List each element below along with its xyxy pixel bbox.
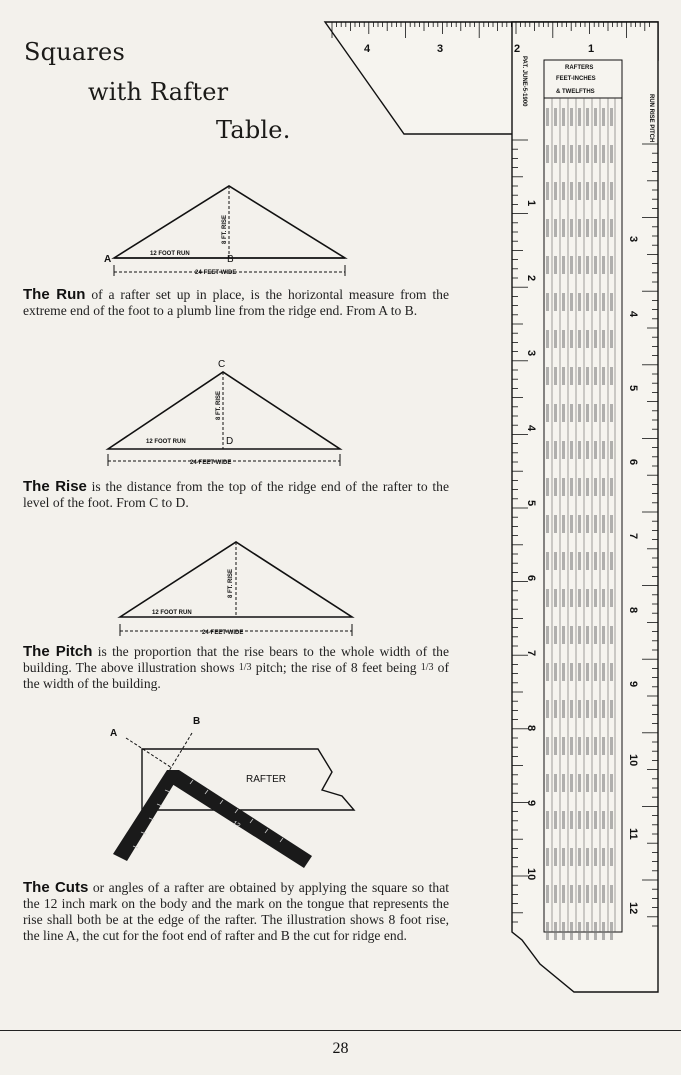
run-text: of a rafter set up in place, is the horizontal measure from the extreme end of the foot to a plumb line from the ridge end. From A to B.	[23, 287, 449, 318]
fig1-rise-label: 8 FT. RISE	[222, 214, 228, 244]
fig1-width-label: 24-FEET-WIDE	[195, 270, 237, 276]
body-number-9: 9	[525, 800, 537, 807]
table-header-line3: & TWELFTHS	[556, 89, 595, 95]
rise-text: is the distance from the top of the ridge end of the rafter to the level of the foot. From C to D.	[23, 479, 449, 510]
right-number-9: 9	[627, 681, 639, 688]
right-number-10: 10	[627, 754, 639, 767]
body-number-8: 8	[525, 725, 537, 732]
figure-pitch-diagram	[120, 542, 352, 636]
right-number-3: 3	[627, 236, 639, 243]
rise-paragraph	[23, 479, 449, 511]
body-number-2: 2	[525, 275, 537, 282]
table-header-line1: RAFTERS	[565, 65, 594, 71]
fig2-point-c: C	[218, 359, 226, 370]
body-number-7: 7	[525, 650, 537, 657]
body-number-10: 10	[525, 868, 537, 881]
fig3-width-label: 24-FEET-WIDE	[202, 630, 244, 636]
fig2-point-d: D	[226, 436, 234, 447]
right-number-5: 5	[627, 385, 639, 392]
fig3-run-label: 12 FOOT RUN	[152, 610, 192, 616]
cuts-heading: The Cuts	[23, 879, 89, 896]
body-number-4: 4	[525, 425, 537, 432]
footer-rule	[0, 1030, 681, 1031]
pitch-text-3: of the width of the building.	[23, 660, 449, 691]
fig4-rafter-label: RAFTER	[246, 774, 286, 785]
right-number-12: 12	[627, 902, 639, 915]
page-number: 28	[332, 1040, 349, 1057]
fig2-rise-label: 8 FT. RISE	[216, 390, 222, 420]
title-line-1: Squares	[24, 38, 125, 66]
fig2-run-label: 12 FOOT RUN	[146, 439, 186, 445]
tongue-number-2: 2	[514, 43, 521, 55]
pitch-paragraph	[23, 644, 449, 692]
title-line-2: with Rafter	[88, 78, 229, 106]
pitch-text-1: is the proportion that the rise bears to the whole width of the building. The above illustration shows	[23, 644, 449, 675]
fig1-point-b: B	[227, 254, 234, 265]
title-line-3: Table.	[216, 116, 291, 144]
fig1-point-a: A	[104, 254, 112, 265]
tongue-number-4: 4	[364, 43, 371, 55]
figure-cuts-diagram	[110, 716, 354, 868]
pitch-fraction: 1/3	[238, 662, 252, 673]
body-number-5: 5	[525, 500, 537, 507]
fig2-width-label: 24-FEET-WIDE	[190, 460, 232, 466]
figure-run-diagram	[104, 186, 345, 276]
fig1-run-label: 12 FOOT RUN	[150, 251, 190, 257]
run-rise-pitch-header: RUN RISE PITCH	[648, 94, 654, 143]
table-header-line2: FEET-INCHES	[556, 76, 596, 82]
run-paragraph	[23, 287, 449, 319]
cuts-paragraph	[23, 880, 449, 944]
body-number-3: 3	[525, 350, 537, 357]
rise-heading: The Rise	[23, 478, 87, 495]
right-number-8: 8	[627, 607, 639, 614]
body-number-1: 1	[525, 200, 537, 207]
fig3-rise-label: 8 FT. RISE	[228, 568, 234, 598]
right-number-4: 4	[627, 311, 639, 318]
tongue-number-1: 1	[588, 43, 595, 55]
fig4-point-b: B	[193, 716, 201, 727]
body-number-6: 6	[525, 575, 537, 582]
fig4-square-mark: 12	[230, 819, 242, 830]
cuts-text: or angles of a rafter are obtained by applying the square so that the 12 inch mark on the body and the mark on the tongue that represents the rise shall both be at the edge of the rafter. The illustration shows 8 foot rise, the line A, the cut for the foot end of rafter and B the cut for ridge end.	[23, 880, 449, 943]
tongue-number-3: 3	[437, 43, 444, 55]
fig4-point-a: A	[110, 728, 118, 739]
figure-rise-diagram	[108, 359, 340, 466]
right-number-6: 6	[627, 459, 639, 466]
pitch-heading: The Pitch	[23, 643, 93, 660]
right-number-11: 11	[627, 828, 639, 840]
right-number-7: 7	[627, 533, 639, 540]
pitch-text-2: pitch; the rise of 8 feet being	[251, 660, 421, 675]
patent-stamp: PAT. JUNE-5-1900	[521, 56, 527, 107]
pitch-fraction-2: 1/3	[420, 662, 434, 673]
run-heading: The Run	[23, 286, 86, 303]
